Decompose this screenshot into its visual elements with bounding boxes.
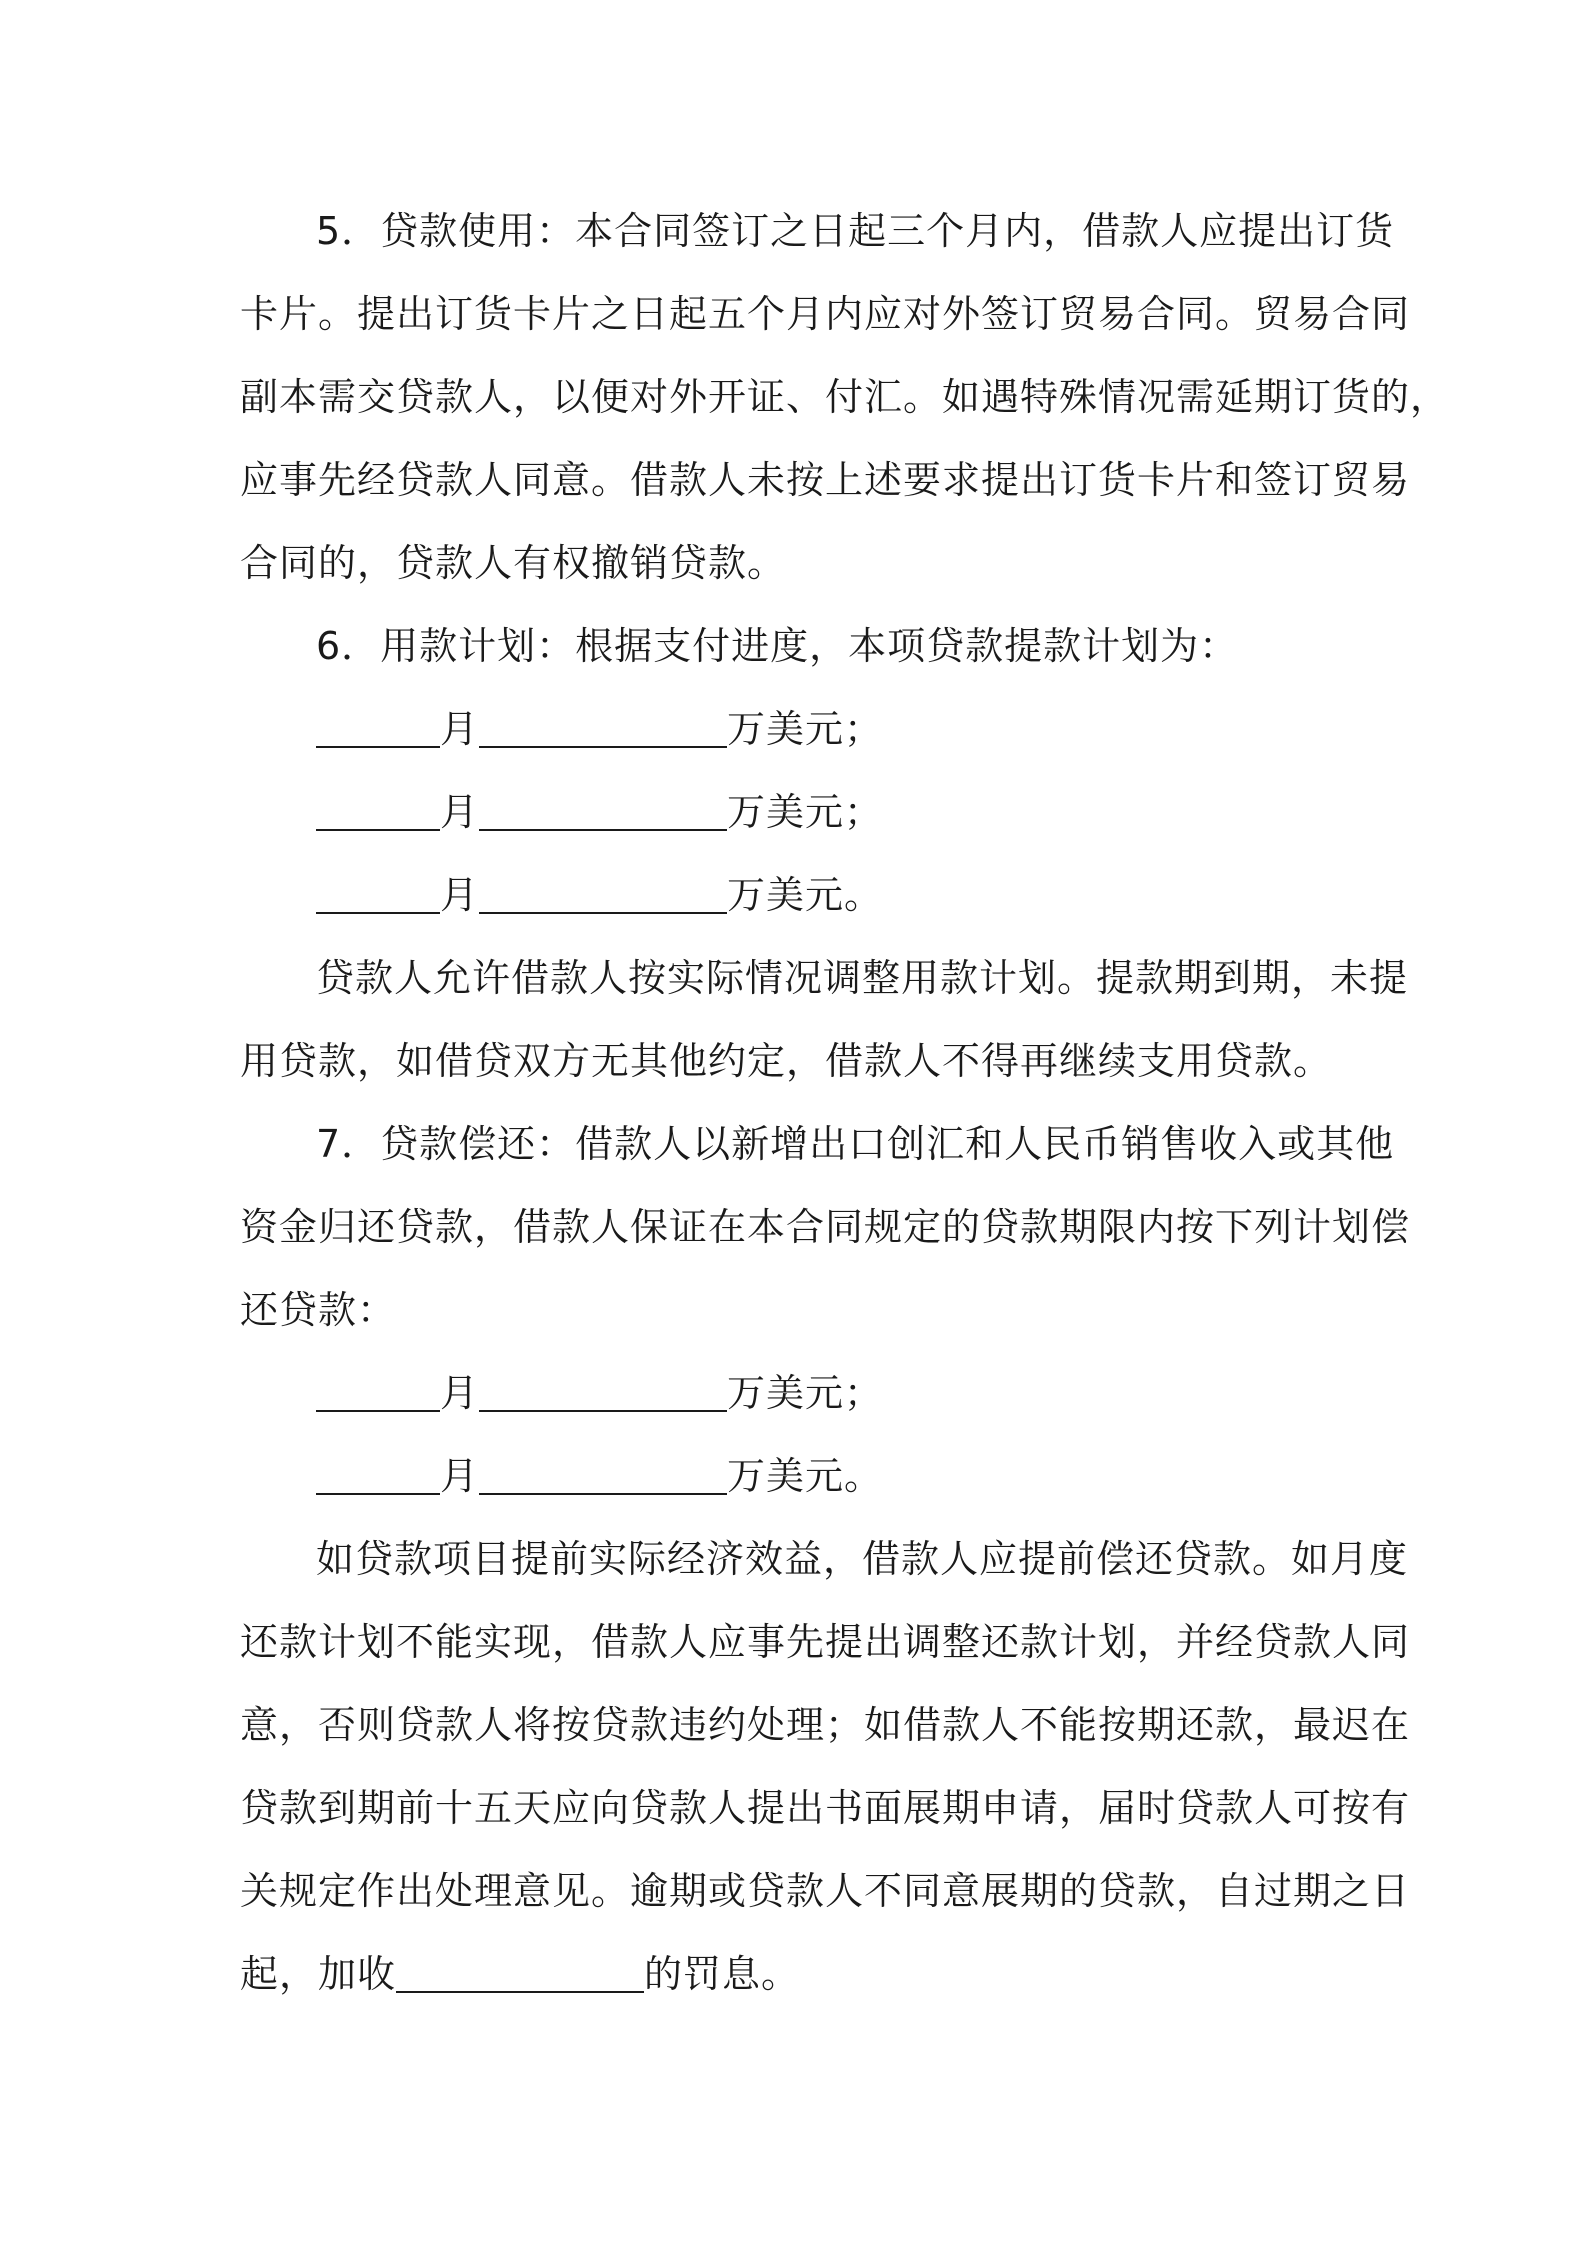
clause7-schedule-row-2: [240, 1435, 1360, 1518]
month-label: 月: [440, 707, 480, 751]
clause5-line-4: 应事先经贷款人同意。借款人未按上述要求提出订货卡片和签订贸易: [240, 458, 1411, 502]
clause5-line-1: 5．贷款使用：本合同签订之日起三个月内，借款人应提出订货: [316, 209, 1395, 253]
clause7-penalty-line: [240, 1933, 1360, 2016]
clause5-line-2: 卡片。提出订货卡片之日起五个月内应对外签订贸易合同。贸易合同: [240, 292, 1411, 336]
clause6-note-line-2: 用贷款，如借贷双方无其他约定，借款人不得再继续支用贷款。: [240, 1039, 1333, 1083]
unit-label: 万美元；: [727, 707, 884, 751]
penalty-rate-blank[interactable]: [396, 1953, 644, 1993]
clause7-line-2: 资金归还贷款，借款人保证在本合同规定的贷款期限内按下列计划偿: [240, 1205, 1411, 1249]
clause7-line-1: 7．贷款偿还：借款人以新增出口创汇和人民币销售收入或其他: [316, 1122, 1395, 1166]
unit-label: 万美元。: [727, 1454, 884, 1498]
clause6-schedule-row-2: [240, 771, 1360, 854]
clause6-schedule-row-1: [240, 688, 1360, 771]
clause7-note-line-5: 关规定作出处理意见。逾期或贷款人不同意展期的贷款，自过期之日: [240, 1869, 1411, 1913]
contract-body: [240, 190, 1450, 2016]
month-blank[interactable]: [316, 708, 440, 748]
month-label: 月: [440, 1371, 480, 1415]
amount-blank[interactable]: [479, 1372, 727, 1412]
amount-blank[interactable]: [479, 708, 727, 748]
unit-label: 万美元。: [727, 873, 884, 917]
clause7-note-line-3: 意，否则贷款人将按贷款违约处理；如借款人不能按期还款，最迟在: [240, 1703, 1411, 1747]
clause5-line-5: 合同的，贷款人有权撤销贷款。: [240, 541, 787, 585]
clause7-note-line-4: 贷款到期前十五天应向贷款人提出书面展期申请，届时贷款人可按有: [240, 1786, 1411, 1830]
clause7-note-line-1: 如贷款项目提前实际经济效益，借款人应提前偿还贷款。如月度: [316, 1537, 1409, 1581]
clause7-note-line-2: 还款计划不能实现，借款人应事先提出调整还款计划，并经贷款人同: [240, 1620, 1411, 1664]
amount-blank[interactable]: [479, 1455, 727, 1495]
unit-label: 万美元；: [727, 790, 884, 834]
clause6-schedule-row-3: [240, 854, 1360, 937]
clause6-heading: 6．用款计划：根据支付进度，本项贷款提款计划为：: [316, 624, 1239, 668]
amount-blank[interactable]: [479, 874, 727, 914]
clause6-note-line-1: 贷款人允许借款人按实际情况调整用款计划。提款期到期，未提: [316, 956, 1409, 1000]
clause7-line-3: 还贷款：: [240, 1288, 397, 1332]
penalty-suffix: 的罚息。: [644, 1952, 801, 1996]
penalty-prefix: 起，加收: [240, 1952, 397, 1996]
month-blank[interactable]: [316, 874, 440, 914]
month-label: 月: [440, 1454, 480, 1498]
clause5-line-3: 副本需交贷款人，以便对外开证、付汇。如遇特殊情况需延期订货的，: [240, 375, 1450, 419]
clause7-schedule-row-1: [240, 1352, 1360, 1435]
month-label: 月: [440, 873, 480, 917]
month-blank[interactable]: [316, 1372, 440, 1412]
month-blank[interactable]: [316, 791, 440, 831]
month-label: 月: [440, 790, 480, 834]
month-blank[interactable]: [316, 1455, 440, 1495]
unit-label: 万美元；: [727, 1371, 884, 1415]
amount-blank[interactable]: [479, 791, 727, 831]
